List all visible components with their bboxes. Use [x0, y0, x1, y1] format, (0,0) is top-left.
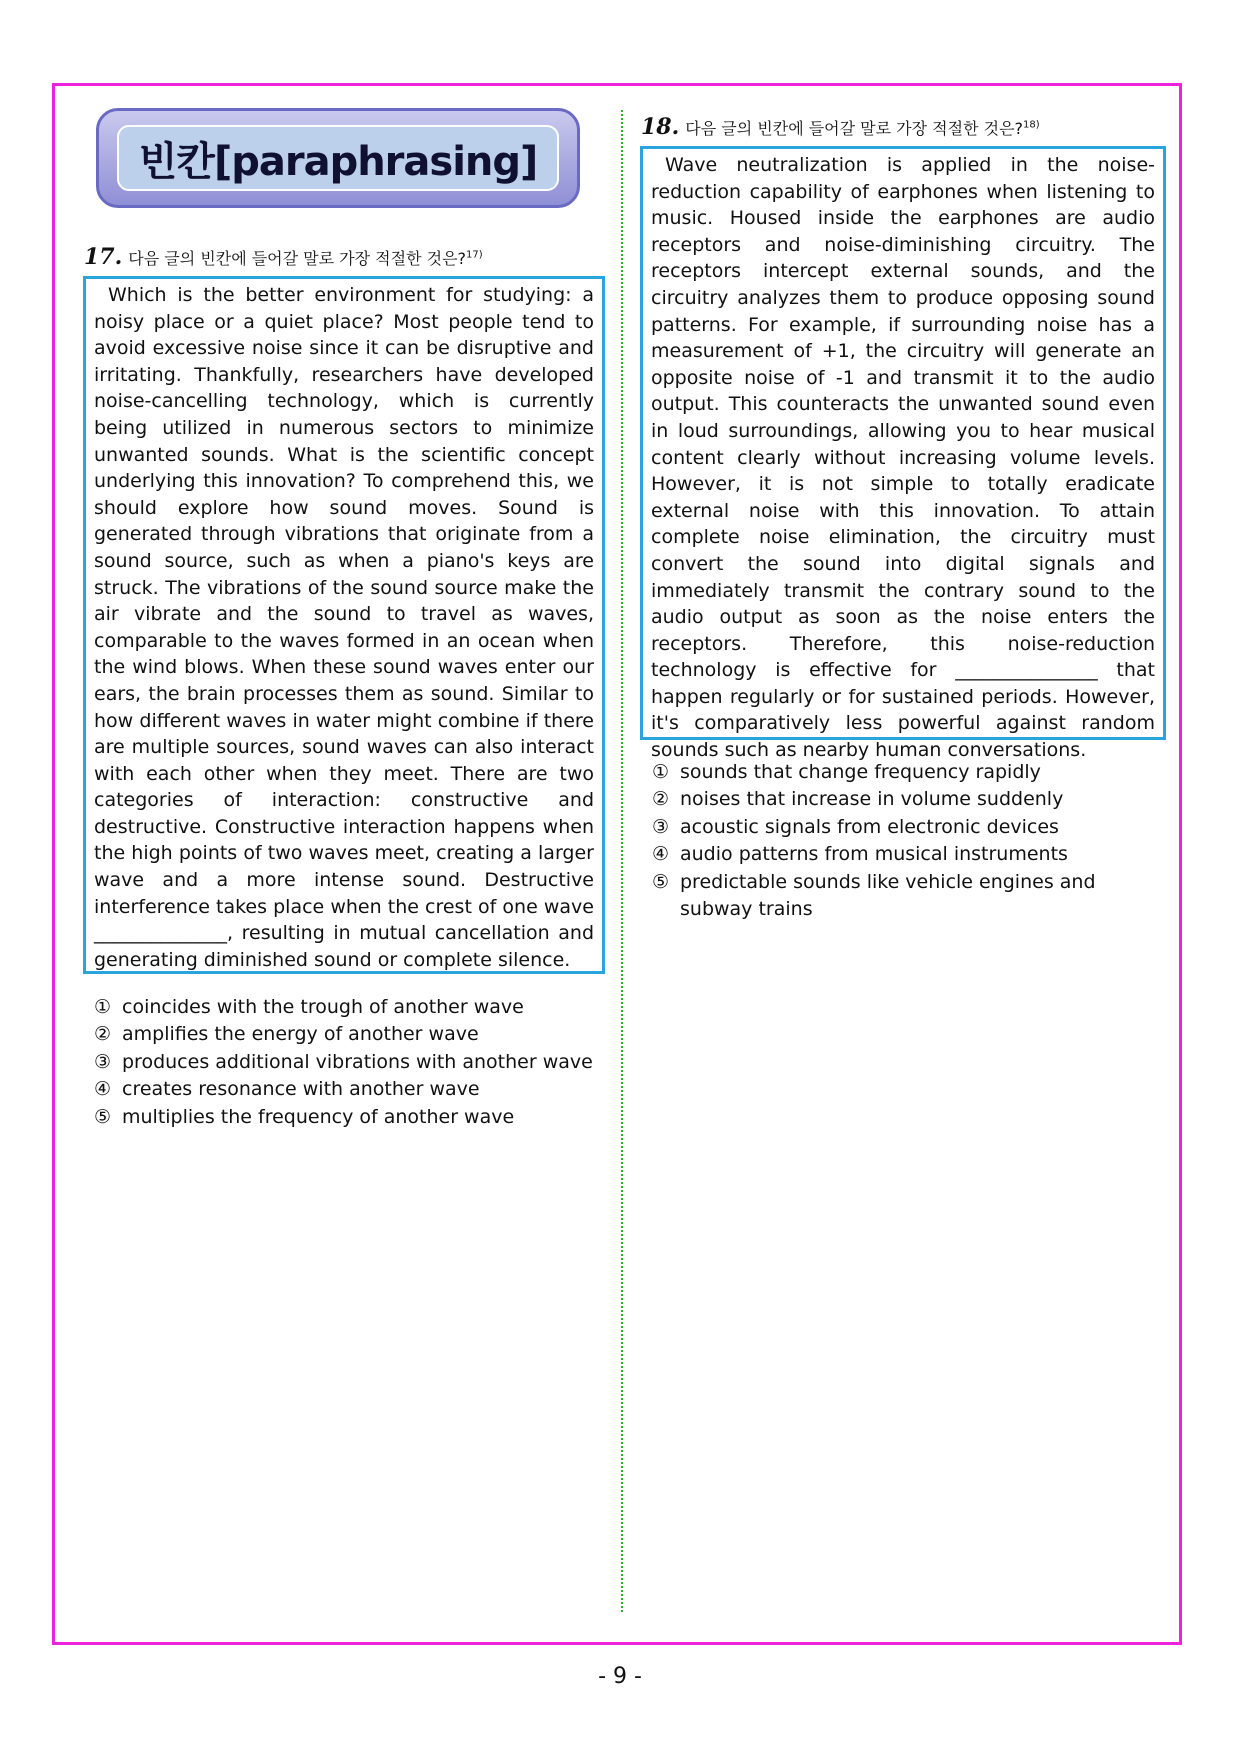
option-text: acoustic signals from electronic devices	[680, 815, 1059, 838]
q17-passage-text: Which is the better environment for studying: a noisy place or a quiet place? Most people tend to avoid excessive noise since it can be disruptive and irritating. Thankfully, researchers have developed noise-cancelling technology, which is currently being utilized in numerous sectors to minimize unwanted sounds. What is the scientific concept underlying this innovation? To comprehend this, we should explore how sound moves. Sound is generated through vibrations that originate from a sound source, such as when a piano's keys are struck. The vibrations of the sound source make the air vibrate and the sound to travel as waves, comparable to the waves formed in an ocean when the wind blows. When these sound waves enter our ears, the brain processes them as sound. Similar to how different waves in water might combine if there are multiple sources, sound waves can also interact with each other when they meet. There are two categories of interaction: constructive and destructive. Constructive interaction happens when the high points of two waves meet, creating a larger wave and a more intense sound. Destructive interference takes place when the crest of one wave ______________, resulting in mutual cancellation and generating diminished sound or complete silence.	[94, 284, 594, 971]
q18-header	[641, 114, 1040, 140]
option-text: produces additional vibrations with another wave	[122, 1050, 593, 1073]
q18-option-5[interactable]	[652, 869, 1172, 924]
q18-passage-box	[640, 146, 1166, 762]
q18-number: 18.	[641, 114, 680, 140]
option-text: noises that increase in volume suddenly	[680, 788, 1064, 811]
q17-option-4[interactable]	[94, 1076, 604, 1103]
q17-option-3[interactable]	[94, 1049, 604, 1076]
q18-option-4[interactable]	[652, 841, 1172, 868]
option-number-mark: ⑤	[652, 870, 670, 893]
q18-option-2[interactable]	[652, 786, 1172, 813]
option-number-mark: ④	[94, 1078, 112, 1101]
q17-options	[94, 994, 604, 1131]
q18-option-3[interactable]	[652, 814, 1172, 841]
option-text: amplifies the energy of another wave	[122, 1023, 479, 1046]
q17-passage-box	[83, 276, 605, 974]
section-title: 빈칸[paraphrasing]	[138, 138, 538, 185]
q18-footnote: 18)	[1023, 119, 1040, 131]
option-text: predictable sounds like vehicle engines and subway trains	[680, 870, 1096, 921]
column-divider	[621, 110, 623, 1612]
q18-option-1[interactable]	[652, 759, 1172, 786]
option-number-mark: ④	[652, 843, 670, 866]
q17-header	[84, 244, 483, 270]
q17-number: 17.	[84, 244, 123, 270]
option-text: multiplies the frequency of another wave	[122, 1105, 515, 1128]
option-text: audio patterns from musical instruments	[680, 843, 1068, 866]
option-number-mark: ②	[652, 788, 670, 811]
option-text: coincides with the trough of another wave	[122, 996, 524, 1018]
option-text: sounds that change frequency rapidly	[680, 761, 1041, 783]
option-text: creates resonance with another wave	[122, 1078, 480, 1101]
section-banner-inner	[117, 125, 559, 191]
option-number-mark: ⑤	[94, 1105, 112, 1128]
q17-option-2[interactable]	[94, 1021, 604, 1048]
option-number-mark: ③	[652, 815, 670, 838]
option-number-mark: ②	[94, 1023, 112, 1046]
q17-footnote: 17)	[466, 249, 483, 261]
q18-prompt: 다음 글의 빈칸에 들어갈 말로 가장 적절한 것은?	[685, 119, 1024, 138]
option-number-mark: ①	[94, 996, 112, 1018]
q17-option-1[interactable]	[94, 994, 604, 1021]
q17-option-5[interactable]	[94, 1104, 604, 1131]
q18-options	[652, 759, 1172, 923]
page-number: - 9 -	[598, 1664, 642, 1689]
option-number-mark: ③	[94, 1050, 112, 1073]
section-banner	[96, 108, 580, 208]
q17-prompt: 다음 글의 빈칸에 들어갈 말로 가장 적절한 것은?	[128, 249, 467, 268]
option-number-mark: ①	[652, 761, 670, 783]
q18-passage-text: Wave neutralization is applied in the noise-reduction capability of earphones when listening to music. Housed inside the earphones are audio receptors and noise-diminishing circuitry. The receptors intercept external sounds, and the circuitry analyzes them to produce opposing sound patterns. For example, if surrounding noise has a measurement of +1, the circuitry will generate an opposite noise of -1 and transmit it to the audio output. This counteracts the unwanted sound even in loud surroundings, allowing you to hear musical content clearly without increasing volume levels. However, it is not simple to totally eradicate external noise with this innovation. To attain complete noise elimination, the circuitry must convert the sound into digital signals and immediately transmit the contrary sound to the audio output as soon as the noise enters the receptors. Therefore, this noise-reduction technology is effective for _______________ that happen regularly or for sustained periods. However, it's comparatively less powerful against random sounds such as nearby human conversations.	[651, 154, 1155, 762]
